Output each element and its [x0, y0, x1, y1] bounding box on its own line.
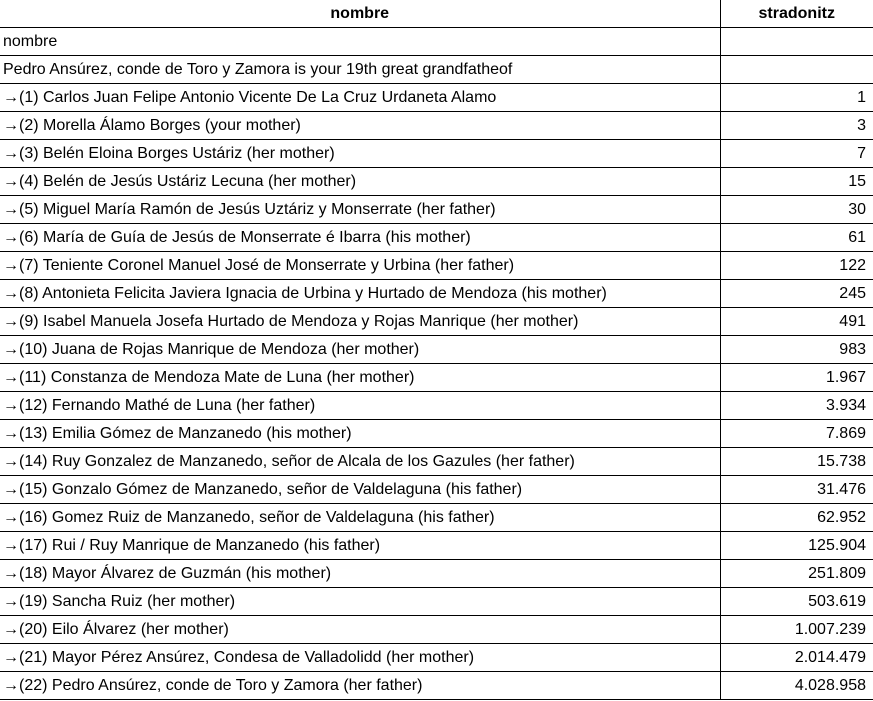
table-row	[0, 560, 873, 588]
cell-stradonitz[interactable]: 62.952	[720, 504, 873, 532]
cell-nombre[interactable]: →(3) Belén Eloina Borges Ustáriz (her mother)	[0, 140, 720, 168]
cell-nombre[interactable]: →(10) Juana de Rojas Manrique de Mendoza (her mother)	[0, 336, 720, 364]
cell-stradonitz[interactable]	[720, 28, 873, 56]
cell-nombre[interactable]: →(15) Gonzalo Gómez de Manzanedo, señor de Valdelaguna (his father)	[0, 476, 720, 504]
table-row	[0, 280, 873, 308]
cell-stradonitz[interactable]	[720, 56, 873, 84]
column-header-nombre[interactable]: nombre	[0, 0, 720, 28]
cell-stradonitz[interactable]: 251.809	[720, 560, 873, 588]
table-row	[0, 588, 873, 616]
table-row	[0, 476, 873, 504]
cell-stradonitz[interactable]: 15	[720, 168, 873, 196]
table-row	[0, 504, 873, 532]
table-row	[0, 168, 873, 196]
cell-nombre[interactable]: →(13) Emilia Gómez de Manzanedo (his mother)	[0, 420, 720, 448]
cell-stradonitz[interactable]: 503.619	[720, 588, 873, 616]
cell-nombre[interactable]: →(4) Belén de Jesús Ustáriz Lecuna (her mother)	[0, 168, 720, 196]
cell-stradonitz[interactable]: 491	[720, 308, 873, 336]
table-row	[0, 56, 873, 84]
header-row	[0, 0, 873, 28]
table-row	[0, 364, 873, 392]
cell-nombre[interactable]: nombre	[0, 28, 720, 56]
cell-nombre[interactable]: →(6) María de Guía de Jesús de Monserrate é Ibarra (his mother)	[0, 224, 720, 252]
cell-nombre[interactable]: →(5) Miguel María Ramón de Jesús Uztáriz y Monserrate (her father)	[0, 196, 720, 224]
cell-stradonitz[interactable]: 245	[720, 280, 873, 308]
cell-nombre[interactable]: →(11) Constanza de Mendoza Mate de Luna (her mother)	[0, 364, 720, 392]
table-row	[0, 448, 873, 476]
cell-nombre[interactable]: →(8) Antonieta Felicita Javiera Ignacia de Urbina y Hurtado de Mendoza (his mother)	[0, 280, 720, 308]
cell-stradonitz[interactable]: 3	[720, 112, 873, 140]
cell-stradonitz[interactable]: 4.028.958	[720, 672, 873, 700]
cell-stradonitz[interactable]: 1.967	[720, 364, 873, 392]
cell-stradonitz[interactable]: 30	[720, 196, 873, 224]
table-row	[0, 112, 873, 140]
cell-nombre[interactable]: →(14) Ruy Gonzalez de Manzanedo, señor de Alcala de los Gazules (her father)	[0, 448, 720, 476]
table-row	[0, 672, 873, 700]
column-header-stradonitz[interactable]: stradonitz	[720, 0, 873, 28]
table-row	[0, 616, 873, 644]
cell-nombre[interactable]: →(9) Isabel Manuela Josefa Hurtado de Mendoza y Rojas Manrique (her mother)	[0, 308, 720, 336]
cell-stradonitz[interactable]: 15.738	[720, 448, 873, 476]
cell-nombre[interactable]: →(2) Morella Álamo Borges (your mother)	[0, 112, 720, 140]
table-row	[0, 252, 873, 280]
cell-stradonitz[interactable]: 7.869	[720, 420, 873, 448]
table-row	[0, 28, 873, 56]
cell-nombre[interactable]: →(20) Eilo Álvarez (her mother)	[0, 616, 720, 644]
table-row	[0, 140, 873, 168]
cell-stradonitz[interactable]: 1	[720, 84, 873, 112]
cell-stradonitz[interactable]: 3.934	[720, 392, 873, 420]
cell-stradonitz[interactable]: 1.007.239	[720, 616, 873, 644]
cell-nombre[interactable]: →(21) Mayor Pérez Ansúrez, Condesa de Valladolidd (her mother)	[0, 644, 720, 672]
table-row	[0, 420, 873, 448]
cell-stradonitz[interactable]: 31.476	[720, 476, 873, 504]
cell-nombre[interactable]: Pedro Ansúrez, conde de Toro y Zamora is your 19th great grandfatheof	[0, 56, 720, 84]
table-row	[0, 392, 873, 420]
cell-nombre[interactable]: →(7) Teniente Coronel Manuel José de Monserrate y Urbina (her father)	[0, 252, 720, 280]
cell-nombre[interactable]: →(22) Pedro Ansúrez, conde de Toro y Zamora (her father)	[0, 672, 720, 700]
table-row	[0, 84, 873, 112]
table-body	[0, 28, 873, 700]
cell-stradonitz[interactable]: 2.014.479	[720, 644, 873, 672]
table-row	[0, 644, 873, 672]
cell-nombre[interactable]: →(16) Gomez Ruiz de Manzanedo, señor de Valdelaguna (his father)	[0, 504, 720, 532]
table-row	[0, 336, 873, 364]
cell-stradonitz[interactable]: 983	[720, 336, 873, 364]
table-row	[0, 532, 873, 560]
table-row	[0, 196, 873, 224]
table-row	[0, 308, 873, 336]
cell-nombre[interactable]: →(17) Rui / Ruy Manrique de Manzanedo (his father)	[0, 532, 720, 560]
cell-stradonitz[interactable]: 122	[720, 252, 873, 280]
cell-stradonitz[interactable]: 125.904	[720, 532, 873, 560]
cell-nombre[interactable]: →(19) Sancha Ruiz (her mother)	[0, 588, 720, 616]
cell-stradonitz[interactable]: 7	[720, 140, 873, 168]
cell-nombre[interactable]: →(1) Carlos Juan Felipe Antonio Vicente De La Cruz Urdaneta Alamo	[0, 84, 720, 112]
cell-stradonitz[interactable]: 61	[720, 224, 873, 252]
table-row	[0, 224, 873, 252]
cell-nombre[interactable]: →(12) Fernando Mathé de Luna (her father)	[0, 392, 720, 420]
cell-nombre[interactable]: →(18) Mayor Álvarez de Guzmán (his mother)	[0, 560, 720, 588]
